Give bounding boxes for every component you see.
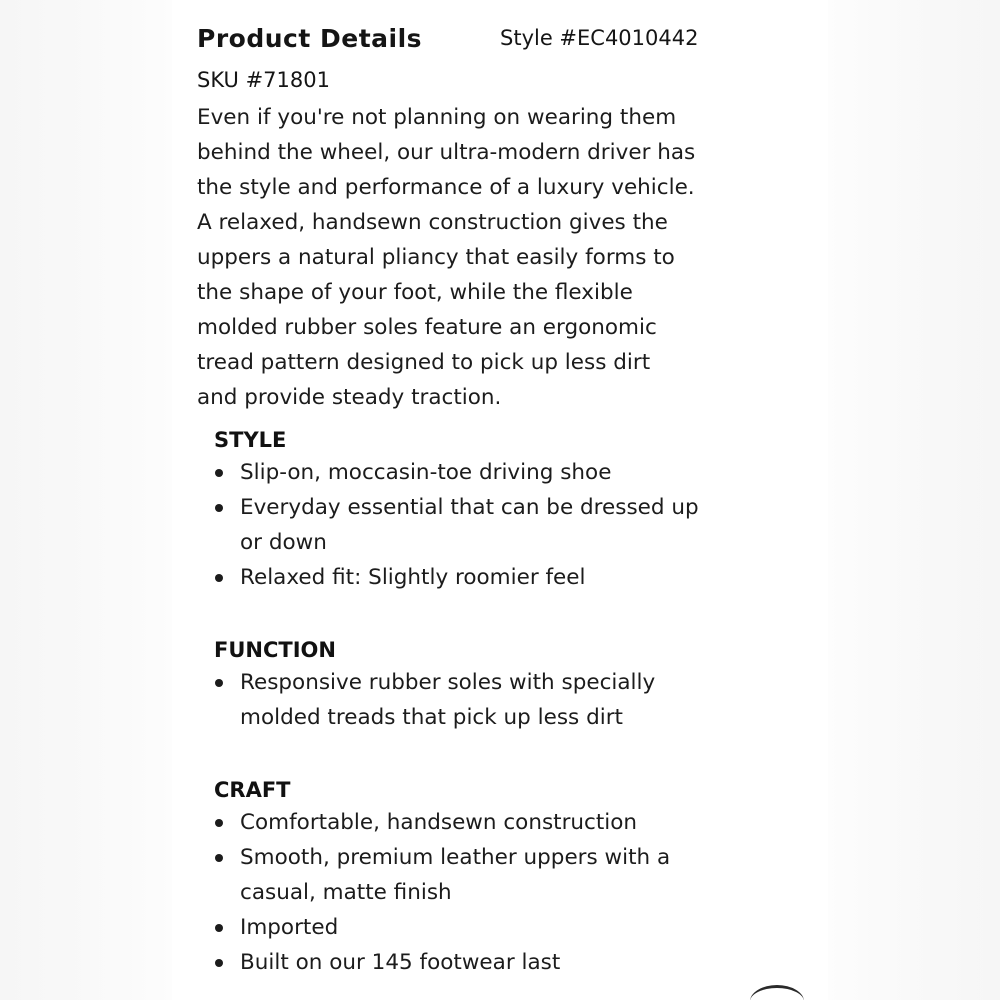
list-item-text: Relaxed fit: Slightly roomier feel (240, 565, 586, 590)
list-item (214, 805, 814, 840)
bullet-icon (215, 679, 223, 687)
description-line: and provide steady traction. (197, 385, 502, 410)
function-heading: FUNCTION (214, 638, 336, 662)
description-line: tread pattern designed to pick up less dirt (197, 350, 651, 375)
function-section (214, 635, 814, 735)
list-item-text: or down (240, 530, 327, 555)
list-item (214, 840, 814, 910)
list-item-text: Built on our 145 footwear last (240, 950, 561, 975)
product-description (197, 100, 817, 415)
left-backdrop (0, 0, 172, 1000)
list-item (214, 665, 814, 735)
description-line: Even if you're not planning on wearing them (197, 105, 677, 130)
sku-number: SKU #71801 (197, 68, 330, 92)
list-item-text: Comfortable, handsewn construction (240, 810, 638, 835)
bullet-icon (215, 574, 223, 582)
description-line: A relaxed, handsewn construction gives the (197, 210, 668, 235)
list-item (214, 455, 814, 490)
description-line: behind the wheel, our ultra-modern driver has (197, 140, 696, 165)
style-list (214, 455, 814, 595)
list-item-text: Responsive rubber soles with specially (240, 670, 656, 695)
description-line: uppers a natural pliancy that easily forms to (197, 245, 675, 270)
bullet-icon (215, 504, 223, 512)
bullet-icon (215, 924, 223, 932)
list-item (214, 560, 814, 595)
function-list (214, 665, 814, 735)
bullet-icon (215, 854, 223, 862)
style-section (214, 425, 814, 595)
list-item (214, 490, 814, 560)
craft-section (214, 775, 814, 980)
list-item-text: molded treads that pick up less dirt (240, 705, 623, 730)
bullet-icon (215, 469, 223, 477)
list-item (214, 945, 814, 980)
description-line: the shape of your foot, while the flexible (197, 280, 633, 305)
list-item-text: casual, matte finish (240, 880, 452, 905)
style-heading: STYLE (214, 428, 287, 452)
craft-heading: CRAFT (214, 778, 291, 802)
list-item-text: Slip-on, moccasin-toe driving shoe (240, 460, 612, 485)
right-backdrop (828, 0, 1000, 1000)
list-item-text: Smooth, premium leather uppers with a (240, 845, 671, 870)
list-item-text: Everyday essential that can be dressed up (240, 495, 699, 520)
style-number: Style #EC4010442 (500, 26, 699, 50)
product-details-title: Product Details (197, 24, 423, 53)
bullet-icon (215, 959, 223, 967)
bullet-icon (215, 819, 223, 827)
description-line: molded rubber soles feature an ergonomic (197, 315, 657, 340)
list-item (214, 910, 814, 945)
list-item-text: Imported (240, 915, 339, 940)
description-line: the style and performance of a luxury vehicle. (197, 175, 695, 200)
product-details-panel (172, 0, 828, 1000)
partial-circle-icon (750, 985, 804, 1000)
craft-list (214, 805, 814, 980)
